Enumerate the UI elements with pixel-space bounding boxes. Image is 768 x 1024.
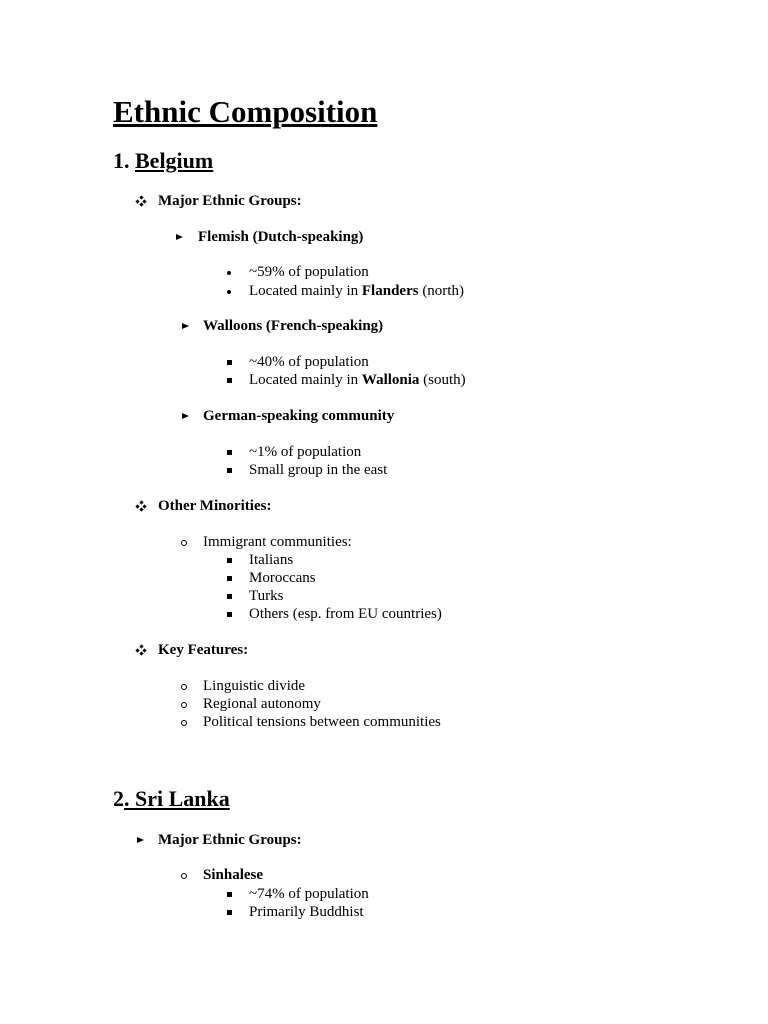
square-bullet-icon <box>227 612 232 617</box>
immigrant-item: Moroccans <box>249 570 316 586</box>
flemish-location <box>249 284 464 299</box>
location-region: Flanders <box>361 283 419 299</box>
section-name: Belgium <box>135 148 214 173</box>
immigrant-item: Italians <box>249 552 294 568</box>
square-bullet-icon <box>227 360 232 365</box>
german-pct: ~1% of population <box>249 444 362 460</box>
feature-item: Regional autonomy <box>203 696 321 712</box>
page-title: Ethnic Composition <box>113 94 378 129</box>
hollow-bullet-icon <box>181 702 187 708</box>
immigrant-label: Immigrant communities: <box>203 534 352 550</box>
sinhalese-pct: ~74% of population <box>249 886 369 902</box>
section-heading-belgium <box>113 150 213 172</box>
round-bullet-icon <box>227 271 231 275</box>
square-bullet-icon <box>227 378 232 383</box>
square-bullet-icon <box>227 576 232 581</box>
walloons-label: Walloons (French-speaking) <box>203 318 384 334</box>
location-suffix: (north) <box>418 283 464 299</box>
section-heading-srilanka <box>113 788 230 810</box>
other-minorities-label: Other Minorities: <box>158 498 272 514</box>
arrow-bullet-icon <box>137 837 144 843</box>
immigrant-item: Others (esp. from EU countries) <box>249 606 442 622</box>
square-bullet-icon <box>227 892 232 897</box>
square-bullet-icon <box>227 910 232 915</box>
location-suffix: (south) <box>419 372 466 388</box>
square-bullet-icon <box>227 468 232 473</box>
flemish-pct: ~59% of population <box>249 264 369 280</box>
hollow-bullet-icon <box>181 540 187 546</box>
sinhalese-label: Sinhalese <box>203 867 264 883</box>
diamond-bullet-icon <box>136 501 146 511</box>
section-number: 1. <box>113 148 135 173</box>
square-bullet-icon <box>227 450 232 455</box>
walloons-location <box>249 373 466 388</box>
major-groups-label: Major Ethnic Groups: <box>158 193 302 209</box>
major-groups-label: Major Ethnic Groups: <box>158 832 302 848</box>
walloons-pct: ~40% of population <box>249 354 369 370</box>
diamond-bullet-icon <box>136 645 146 655</box>
immigrant-item: Turks <box>249 588 284 604</box>
arrow-bullet-icon <box>182 323 189 329</box>
square-bullet-icon <box>227 558 232 563</box>
flemish-label: Flemish (Dutch-speaking) <box>198 229 364 245</box>
german-note: Small group in the east <box>249 462 388 478</box>
arrow-bullet-icon <box>176 234 183 240</box>
hollow-bullet-icon <box>181 873 187 879</box>
hollow-bullet-icon <box>181 720 187 726</box>
hollow-bullet-icon <box>181 684 187 690</box>
round-bullet-icon <box>227 290 231 294</box>
section-name: . Sri Lanka <box>124 786 230 811</box>
arrow-bullet-icon <box>182 413 189 419</box>
diamond-bullet-icon <box>136 196 146 206</box>
section-number: 2 <box>113 786 124 811</box>
sinhalese-religion: Primarily Buddhist <box>249 904 364 920</box>
key-features-label: Key Features: <box>158 642 249 658</box>
location-prefix: Located mainly in <box>249 283 362 299</box>
feature-item: Political tensions between communities <box>203 714 441 730</box>
german-label: German-speaking community <box>203 408 395 424</box>
location-prefix: Located mainly in <box>249 372 362 388</box>
feature-item: Linguistic divide <box>203 678 306 694</box>
square-bullet-icon <box>227 594 232 599</box>
location-region: Wallonia <box>361 372 420 388</box>
